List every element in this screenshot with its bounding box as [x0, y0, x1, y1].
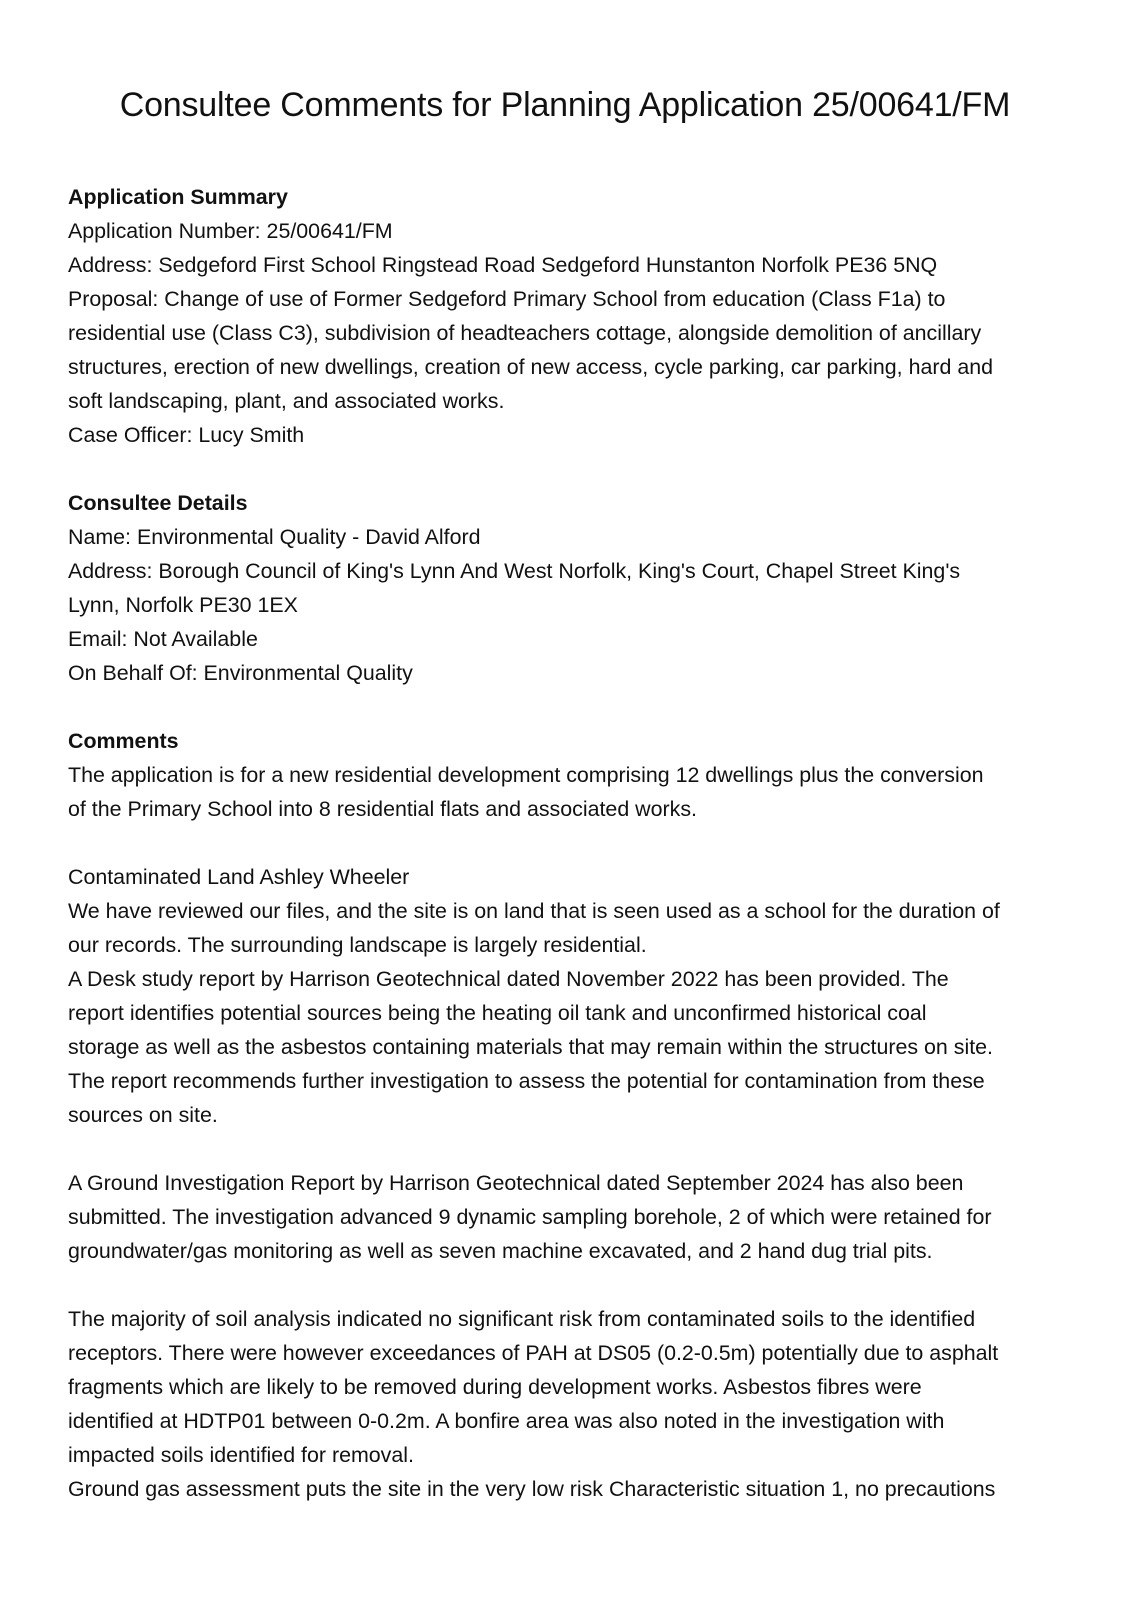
- document-body: [68, 180, 1068, 1506]
- application-address-line: Address: Sedgeford First School Ringstead Road Sedgeford Hunstanton Norfolk PE36 5NQ: [68, 253, 938, 277]
- case-officer-line: Case Officer: Lucy Smith: [68, 423, 305, 447]
- comment-line: storage as well as the asbestos containing materials that may remain within the structures on site.: [68, 1035, 993, 1059]
- consultee-email-line: Email: Not Available: [68, 627, 258, 651]
- comments-section: [68, 724, 1068, 1506]
- page-title: Consultee Comments for Planning Application 25/00641/FM: [119, 86, 1011, 124]
- comment-paragraph: [68, 1166, 1068, 1268]
- comment-line: impacted soils identified for removal.: [68, 1443, 414, 1467]
- comment-line: We have reviewed our files, and the site is on land that is seen used as a school for the duration of: [68, 899, 1000, 923]
- comment-line: Contaminated Land Ashley Wheeler: [68, 865, 410, 889]
- proposal-line: residential use (Class C3), subdivision of headteachers cottage, alongside demolition of ancillary: [68, 321, 982, 345]
- application-summary-section: [68, 180, 1068, 452]
- application-number-line: Application Number: 25/00641/FM: [68, 219, 393, 243]
- comment-paragraph: [68, 758, 1068, 826]
- comment-line: The majority of soil analysis indicated no significant risk from contaminated soils to the identified: [68, 1307, 976, 1331]
- on-behalf-of-line: On Behalf Of: Environmental Quality: [68, 661, 413, 685]
- comment-line: our records. The surrounding landscape is largely residential.: [68, 933, 647, 957]
- application-summary-heading: Application Summary: [68, 185, 288, 209]
- comment-line: sources on site.: [68, 1103, 218, 1127]
- comment-paragraph: [68, 1302, 1068, 1506]
- comment-line: groundwater/gas monitoring as well as seven machine excavated, and 2 hand dug trial pits.: [68, 1239, 933, 1263]
- comment-line: submitted. The investigation advanced 9 dynamic sampling borehole, 2 of which were retained for: [68, 1205, 992, 1229]
- comment-line: receptors. There were however exceedances of PAH at DS05 (0.2-0.5m) potentially due to asphalt: [68, 1341, 999, 1365]
- comment-line: A Desk study report by Harrison Geotechnical dated November 2022 has been provided. The: [68, 967, 949, 991]
- consultee-details-heading: Consultee Details: [68, 491, 248, 515]
- comment-line: fragments which are likely to be removed during development works. Asbestos fibres were: [68, 1375, 922, 1399]
- consultee-name-line: Name: Environmental Quality - David Alford: [68, 525, 481, 549]
- proposal-line: Proposal: Change of use of Former Sedgeford Primary School from education (Class F1a) to: [68, 287, 946, 311]
- proposal-line: soft landscaping, plant, and associated works.: [68, 389, 505, 413]
- comment-line: of the Primary School into 8 residential flats and associated works.: [68, 797, 697, 821]
- consultee-address-line: Lynn, Norfolk PE30 1EX: [68, 593, 298, 617]
- comment-line: Ground gas assessment puts the site in the very low risk Characteristic situation 1, no precautions: [68, 1477, 996, 1501]
- paragraph-spacer: [68, 826, 1068, 860]
- section-spacer: [68, 452, 1068, 486]
- section-spacer: [68, 690, 1068, 724]
- comment-line: report identifies potential sources being the heating oil tank and unconfirmed historical coal: [68, 1001, 927, 1025]
- comment-paragraph: [68, 860, 1068, 1132]
- consultee-address-line: Address: Borough Council of King's Lynn And West Norfolk, King's Court, Chapel Street King's: [68, 559, 961, 583]
- comment-line: The report recommends further investigation to assess the potential for contamination from these: [68, 1069, 985, 1093]
- paragraph-spacer: [68, 1268, 1068, 1302]
- comment-line: A Ground Investigation Report by Harrison Geotechnical dated September 2024 has also been: [68, 1171, 964, 1195]
- paragraph-spacer: [68, 1132, 1068, 1166]
- comment-line: The application is for a new residential development comprising 12 dwellings plus the conversion: [68, 763, 984, 787]
- consultee-details-section: [68, 486, 1068, 690]
- proposal-line: structures, erection of new dwellings, creation of new access, cycle parking, car parking, hard and: [68, 355, 994, 379]
- comments-heading: Comments: [68, 729, 179, 753]
- comment-line: identified at HDTP01 between 0-0.2m. A bonfire area was also noted in the investigation with: [68, 1409, 945, 1433]
